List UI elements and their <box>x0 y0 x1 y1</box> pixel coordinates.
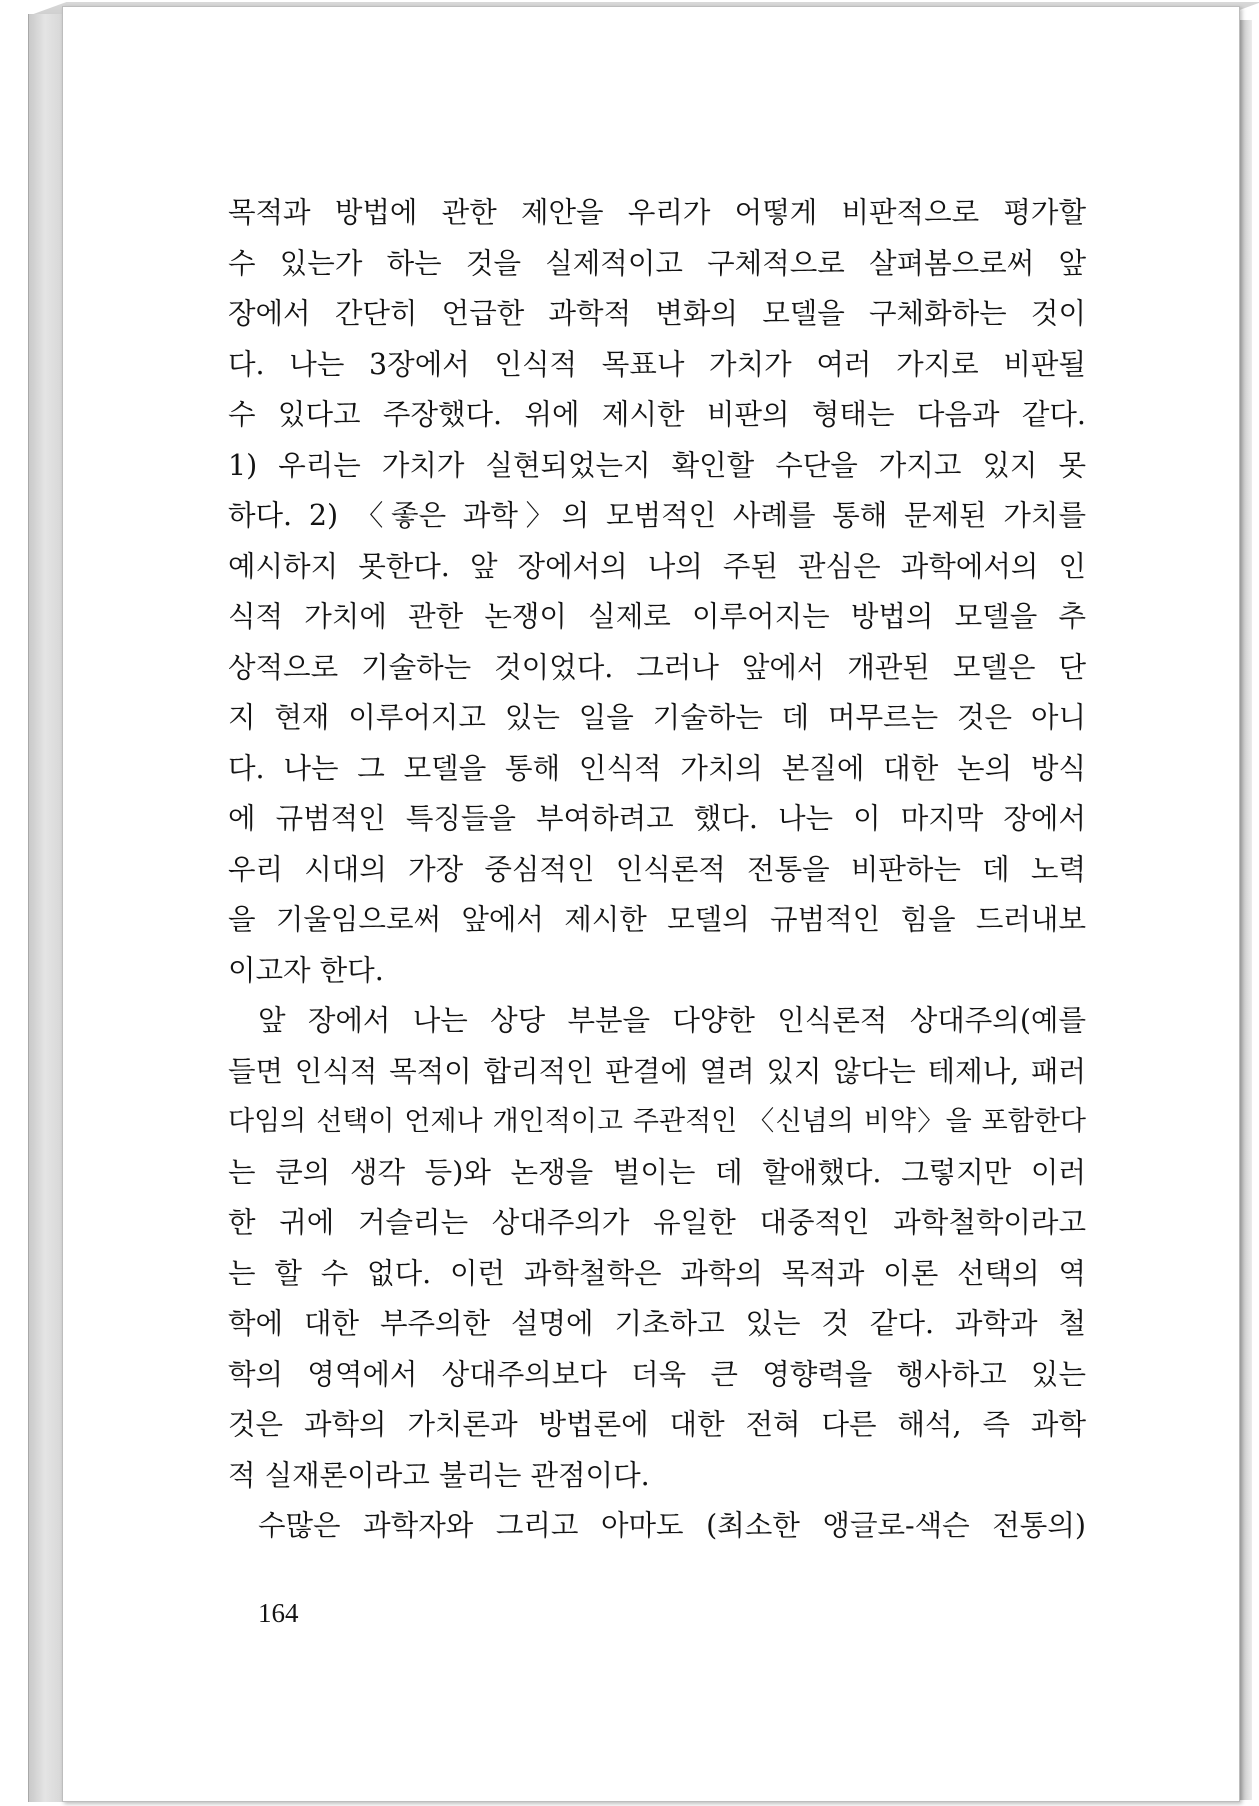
page-number: 164 <box>258 1598 299 1628</box>
text-line: 우리 시대의 가장 중심적인 인식론적 전통을 비판하는 데 노력 <box>228 852 1086 886</box>
text-line: 다. 나는 그 모델을 통해 인식적 가치의 본질에 대한 논의 방식 <box>228 751 1086 785</box>
page-right-shadow <box>1238 20 1252 1800</box>
text-line: 지 현재 이루어지고 있는 일을 기술하는 데 머무르는 것은 아니 <box>228 701 1086 734</box>
text-line: 예시하지 못한다. 앞 장에서의 나의 주된 관심은 과학에서의 인 <box>228 549 1086 583</box>
body-text <box>228 188 1086 1552</box>
text-line: 1) 우리는 가치가 실현되었는지 확인할 수단을 가지고 있지 못 <box>228 448 1086 482</box>
text-line: 이고자 한다. <box>228 953 384 987</box>
text-line: 장에서 간단히 언급한 과학적 변화의 모델을 구체화하는 것이 <box>228 297 1086 330</box>
text-line: 학의 영역에서 상대주의보다 더욱 큰 영향력을 행사하고 있는 <box>228 1357 1086 1391</box>
text-line: 수 있다고 주장했다. 위에 제시한 비판의 형태는 다음과 같다. <box>228 398 1086 431</box>
text-line: 는 쿤의 생각 등)와 논쟁을 벌이는 데 할애했다. 그렇지만 이러 <box>228 1155 1086 1189</box>
text-line: 상적으로 기술하는 것이었다. 그러나 앞에서 개관된 모델은 단 <box>228 650 1086 684</box>
text-line: 앞 장에서 나는 상당 부분을 다양한 인식론적 상대주의(예를 <box>258 1004 1086 1037</box>
text-line: 수많은 과학자와 그리고 아마도 (최소한 앵글로-색슨 전통의) <box>258 1509 1086 1542</box>
text-line: 한 귀에 거슬리는 상대주의가 유일한 대중적인 과학철학이라고 <box>228 1206 1086 1239</box>
text-line: 는 할 수 없다. 이런 과학철학은 과학의 목적과 이론 선택의 역 <box>228 1256 1086 1290</box>
text-line: 하다. 2) 〈좋은 과학〉의 모범적인 사례를 통해 문제된 가치를 <box>228 499 1086 532</box>
text-line: 을 기울임으로써 앞에서 제시한 모델의 규범적인 힘을 드러내보 <box>228 903 1086 936</box>
text-line: 다임의 선택이 언제나 개인적이고 주관적인 〈신념의 비약〉을 포함한다 <box>228 1106 1086 1137</box>
text-line: 수 있는가 하는 것을 실제적이고 구체적으로 살펴봄으로써 앞 <box>228 246 1086 280</box>
text-line: 목적과 방법에 관한 제안을 우리가 어떻게 비판적으로 평가할 <box>228 196 1086 229</box>
text-line: 학에 대한 부주의한 설명에 기초하고 있는 것 같다. 과학과 철 <box>228 1307 1086 1340</box>
text-line: 식적 가치에 관한 논쟁이 실제로 이루어지는 방법의 모델을 추 <box>228 600 1086 633</box>
text-line: 에 규범적인 특징들을 부여하려고 했다. 나는 이 마지막 장에서 <box>228 802 1086 835</box>
text-line: 것은 과학의 가치론과 방법론에 대한 전혀 다른 해석, 즉 과학 <box>228 1408 1086 1441</box>
text-line: 적 실재론이라고 불리는 관점이다. <box>228 1458 650 1492</box>
text-line: 들면 인식적 목적이 합리적인 판결에 열려 있지 않다는 테제나, 패러 <box>228 1054 1086 1088</box>
text-line: 다. 나는 3장에서 인식적 목표나 가치가 여러 가지로 비판될 <box>228 347 1086 381</box>
